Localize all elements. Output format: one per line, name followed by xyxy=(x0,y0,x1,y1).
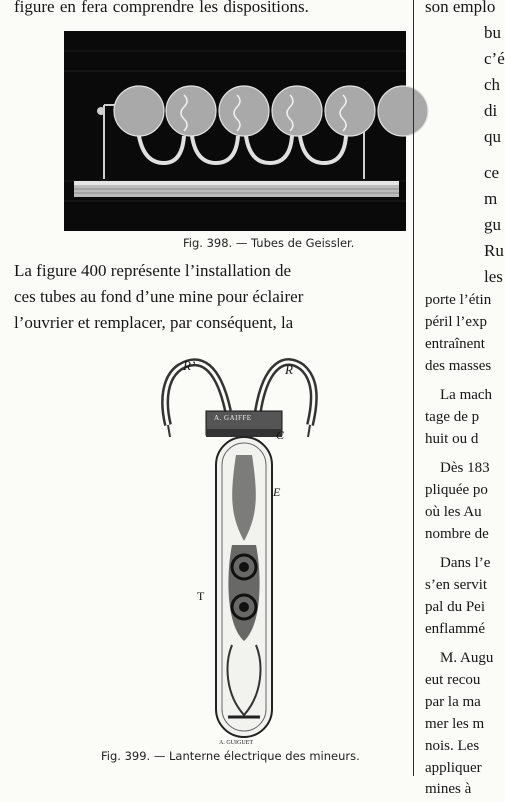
right-line: qu xyxy=(484,127,501,146)
right-line: porte l’étin xyxy=(425,292,492,308)
right-line: c’é xyxy=(484,49,505,68)
right-line: M. Augu xyxy=(440,650,494,666)
right-line: son emplo xyxy=(425,0,496,16)
lantern-maker-mark: A. GAIFFE xyxy=(214,414,252,422)
right-line: Dans l’e xyxy=(440,555,491,571)
right-line: Ru xyxy=(484,241,504,260)
right-line: par la ma xyxy=(425,694,481,710)
label-e: E xyxy=(273,485,281,499)
label-t: T xyxy=(197,589,205,603)
paragraph-line-2: ces tubes au fond d’une mine pour éclairer xyxy=(14,287,304,306)
right-line: gu xyxy=(484,215,501,234)
right-line: nombre de xyxy=(425,526,489,542)
right-line: mer les m xyxy=(425,716,485,732)
engraver-signature: A. GUIGUET xyxy=(219,740,253,746)
right-line: pal du Pei xyxy=(425,599,485,615)
right-line: m xyxy=(484,189,498,208)
paragraph-line-3: l’ouvrier et remplacer, par conséquent, la xyxy=(14,313,294,332)
right-line: péril l’exp xyxy=(425,314,488,330)
right-line: enflammé xyxy=(425,621,485,637)
right-line: mines à xyxy=(425,781,472,797)
top-text-line: figure en fera comprendre les dispositions. xyxy=(14,0,309,16)
right-line: bu xyxy=(484,23,501,42)
right-line: des masses xyxy=(425,358,492,374)
miners-lantern-engraving xyxy=(140,345,350,745)
right-line: ce xyxy=(484,163,500,182)
figure-398-caption: Fig. 398. — Tubes de Geissler. xyxy=(183,236,355,250)
right-line: eut recou xyxy=(425,672,481,688)
right-line: tage de p xyxy=(425,409,480,425)
paragraph-line-1: La figure 400 représente l’installation de xyxy=(14,261,292,280)
label-r-right: R xyxy=(285,362,293,377)
right-line: appliquer xyxy=(425,760,482,776)
right-line: di xyxy=(484,101,498,120)
right-line: huit ou d xyxy=(425,431,479,447)
figure-399-caption: Fig. 399. — Lanterne électrique des mineurs. xyxy=(101,749,360,763)
right-line: pliquée po xyxy=(425,482,488,498)
right-line: entraînent xyxy=(425,336,485,352)
column-divider xyxy=(413,0,414,776)
label-r-left: R’ xyxy=(183,358,196,373)
right-line: où les Au xyxy=(425,504,482,520)
right-line: La mach xyxy=(440,387,493,403)
label-c: C xyxy=(276,428,285,442)
right-line: les xyxy=(484,267,503,286)
right-line: ch xyxy=(484,75,501,94)
right-line: s’en servit xyxy=(425,577,488,593)
right-line: nois. Les xyxy=(425,738,480,754)
geissler-tubes-engraving xyxy=(64,31,406,231)
right-line: Dès 183 xyxy=(440,460,490,476)
